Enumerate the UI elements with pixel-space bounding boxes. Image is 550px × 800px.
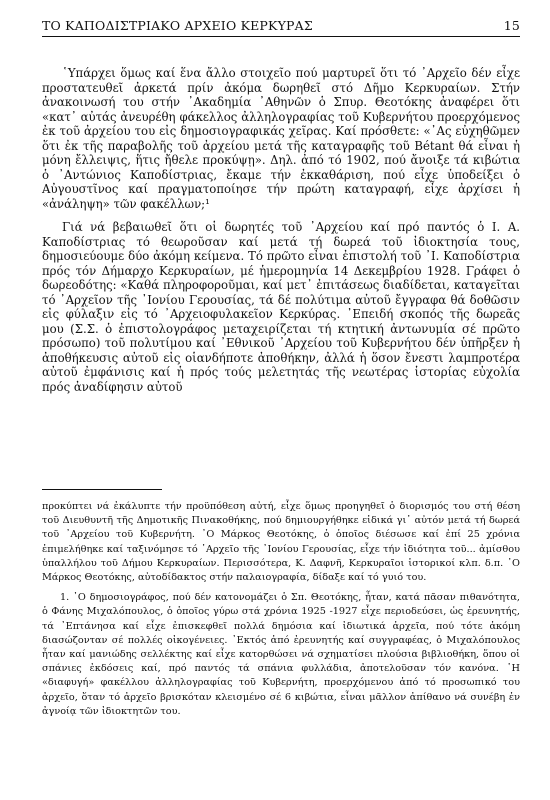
footnote-separator <box>42 489 162 490</box>
footnote-continuation: προκύπτει νά ἐκάλυπτε τήν προϋπόθεση αὐτή, εἶχε ὅμως προηγηθεῖ ὁ διορισμός του στή θέση τοῦ Διευθυντῆ τῆς Δημοτικῆς Πινακοθήκης, πού δημιουργήθηκε εἰδικά γι᾽ αὐτόν μετά τή δωρεά τοῦ ᾽Αρχείου τοῦ Κυβερνήτη. ᾽Ο Μάρκος Θεοτόκης, ὁ ὁποῖος διέσωσε καί ἐπί 25 χρόνια ἐπιμελήθηκε καί ταξινόμησε τό ᾽Αρχεῖο τῆς ᾽Ιονίου Γερουσίας, εἶχε τήν ἰδιότητα τοῦ... ἀμίσθου ὑπαλλήλου τοῦ Δήμου Κερκυραίων. Περισσότερα, Κ. Δαφνῆ, Κερκυραῖοι ἱστορικοί κλπ. δ.π. ᾽Ο Μάρκος Θεοτόκης, αὐτοδίδακτος στήν παλαιογραφία, δίδαξε καί τό γυιό του. <box>42 501 520 584</box>
body-paragraph: Γιά νά βεβαιωθεῖ ὅτι οἱ δωρητές τοῦ ᾽Αρχείου καί πρό παντός ὁ Ι. Α. Καποδίστριας τό θεωροῦσαν καί μετά τή δωρεά τοῦ ἰδιοκτησία τους, δημοσιεύουμε δύο ἀκόμη κείμενα. Τό πρῶτο εἶναι ἐπιστολή τοῦ ᾽Ι. Καποδίστρια πρός τόν Δήμαρχο Κερκυραίων, μέ ἡμερομηνία 14 Δεκεμβρίου 1928. Γράφει ὁ δωρεοδότης: «Καθά πληροφοροῦμαι, καί μετ᾽ ἐπιτάσεως διαδίδεται, καταγεῖται τό ᾽Αρχεῖον τῆς ᾽Ιονίου Γερουσίας, τά δέ πολύτιμα αὐτοῦ ἔγγραφα θά δοθῶσιν εἰς φύλαξιν εἰς τό ᾽Αρχειοφυλακεῖον Κερκύρας. ᾽Επειδή σκοπός τῆς δωρεᾶς μου (Σ.Σ. ὁ ἐπιστολογράφος μεταχειρίζεται τή κτητική ἀντωνυμία σέ πρῶτο πρόσωπο) τοῦ πολυτίμου καί ᾽Εθνικοῦ ᾽Αρχείου τοῦ Κυβερνήτου δέν ὑπῆρξεν ἡ ἀποθήκευσις αὐτοῦ εἰς οἱανδήποτε ἀποθήκην, ἀλλά ἡ ὅσον ἔνεστι λαμπροτέρα αὐτοῦ ἐμφάνισις καί ἡ πρός τούς μελετητάς τῆς νεωτέρας ἱστορίας εὐχολία πρός ἀναδίφησιν αὐτοῦ <box>42 220 520 394</box>
running-head <box>42 18 520 33</box>
body-paragraph: ῾Υπάρχει ὅμως καί ἕνα ἄλλο στοιχεῖο πού μαρτυρεῖ ὅτι τό ᾽Αρχεῖο δέν εἶχε προστατευθεῖ ἀρκετά πρίν ἀκόμα δωρηθεῖ στό Δῆμο Κερκυραίων. Στήν ἀνακοινωσή του στήν ᾽Ακαδημία ᾽Αθηνῶν ὁ Σπυρ. Θεοτόκης ἀναφέρει ὅτι «κατ᾽ αὐτάς ἀνευρέθη φάκελλος ἀλληλογραφίας τοῦ Κυβερνήτου προερχόμενος ἐκ τοῦ ἀρχείου του εἰς δημοσιογραφικάς χεῖρας. Καί πρόσθετε: «᾽Ας εὐχηθῶμεν ὅτι ἐκ τῆς παραβολῆς τοῦ ἀρχείου μετά τῆς καταγραφῆς τοῦ Bétant θά εἶναι ἡ μόνη ἔλλειψις, ἥτις ἤθελε προκύψῃ». Δηλ. ἀπό τό 1902, πού ἄνοιξε τά κιβώτια ὁ ᾽Αντώνιος Καποδίστριας, ἔκαμε τήν ἐκκαθάριση, πού εἶχε ὑποδείξει ὁ Αὐγουστῖνος καί πραγματοποίησε τήν πρώτη καταγραφή, εἶχε ἀρχίσει ἡ «ἀνάληψη» τῶν φακέλλων;¹ <box>42 66 520 211</box>
footnotes <box>42 500 520 725</box>
footnote: 1. ᾽Ο δημοσιογράφος, πού δέν κατονομάζει ὁ Σπ. Θεοτόκης, ἦταν, κατά πᾶσαν πιθανότητα, ὁ Φάνης Μιχαλόπουλος, ὁ ὁποῖος γύρω στά χρόνια 1925 -1927 εἶχε περιοδεύσει, ὡς ἐρευνητής, τά ᾽Επτάνησα καί εἶχε ἐπισκεφθεῖ πολλά δημόσια καί ἰδιωτικά ἀρχεῖα, πού τότε ἀκόμη διασώζονταν σέ πολλές οἰκογένειες. ᾽Εκτός ἀπό ἐρευνητής καί συγγραφέας, ὁ Μιχαλόπουλος ἦταν καί μανιώδης σελλέκτης καί εἶχε κατορθώσει νά σχηματίσει πλούσια βιβλιοθήκη, ὅπου οἱ σπάνιες ἐκδόσεις καί, πρό παντός τά σπάνια φυλλάδια, ἀποτελοῦσαν τόν κανόνα. ῾Η «διαφυγή» φακέλλου ἀλληλογραφίας τοῦ Κυβερνήτη, προερχόμενου ἀπό τό προσωπικό του ἀρχεῖο, ὅταν τό ἀρχεῖο βρισκόταν κλεισμένο σέ 6 κιβώτια, εἶναι μᾶλλον ἀπίθανο νά συνέβη ἐν ἀγνοίᾳ τῶν ἰδιοκτητῶν του. <box>42 592 520 717</box>
main-text <box>42 66 520 403</box>
header-rule <box>42 36 520 37</box>
page-number: 15 <box>503 18 520 33</box>
running-title: ΤΟ ΚΑΠΟΔΙΣΤΡΙΑΚΟ ΑΡΧΕΙΟ ΚΕΡΚΥΡΑΣ <box>42 18 313 33</box>
